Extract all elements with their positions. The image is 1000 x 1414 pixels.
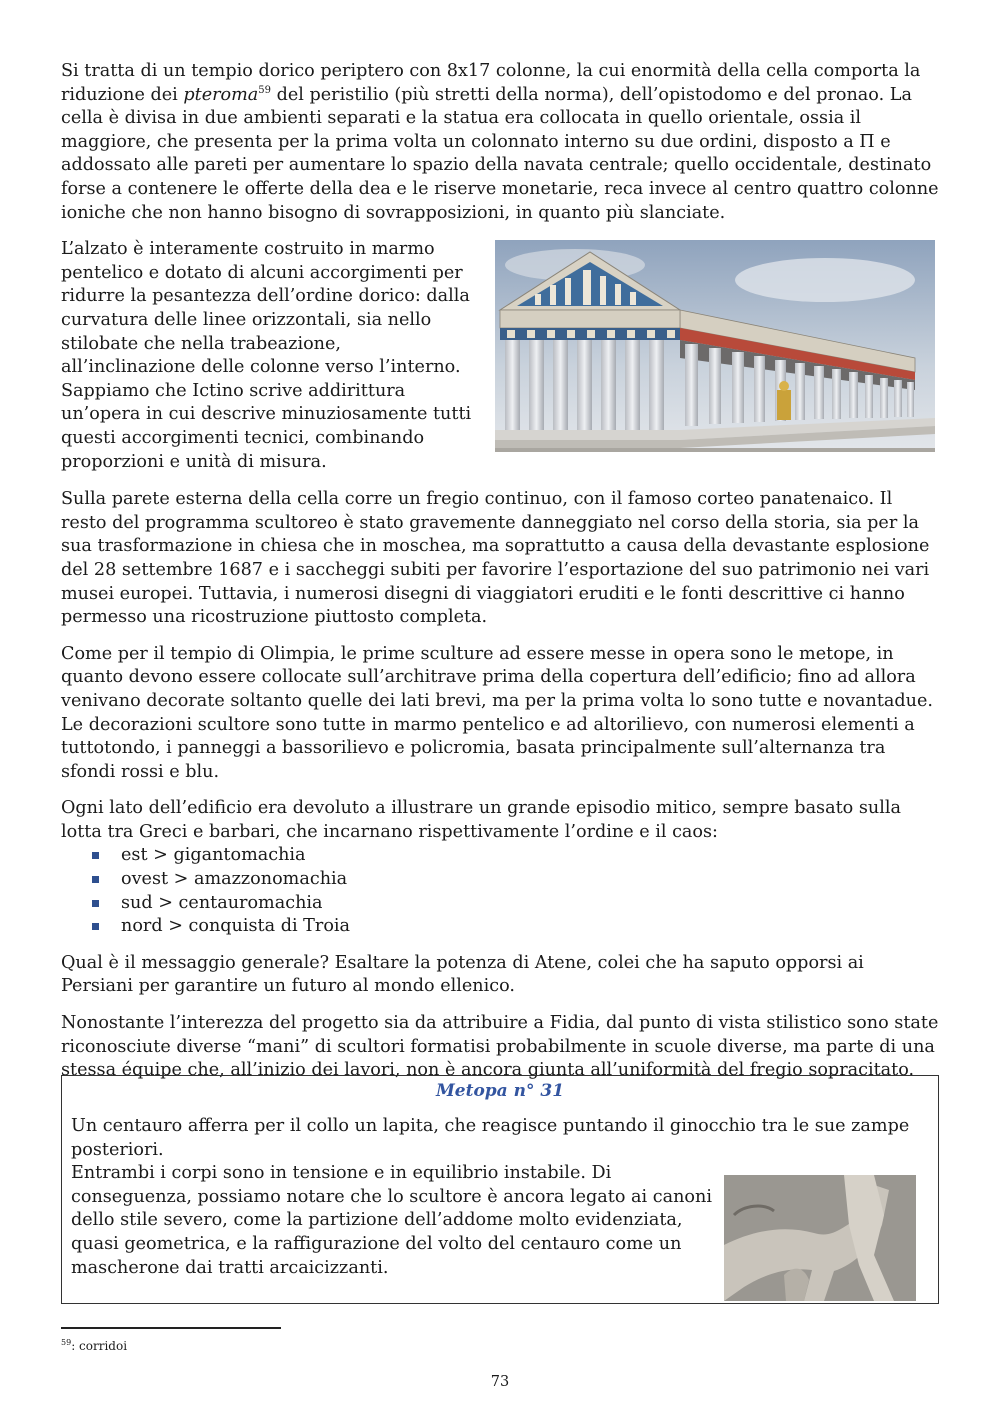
box-title: Metopa n° 31: [435, 1081, 565, 1101]
box-line-1: Un centauro afferra per il collo un lapita, che reagisce puntando il ginocchio tra le sue zampe posteriori.: [71, 1116, 910, 1160]
paragraph-alzato: L’alzato è interamente costruito in marmo pentelico e dotato di alcuni accorgimenti per ridurre la pesantezza dell’ordine dorico: dalla curvatura delle linee orizzontali, sia nello stilobate che nella trabeazione, all’inclinazione delle colonne verso l’interno. Sappiamo che Ictino scrive addirittura un’opera in cui descrive minuziosamente tutti questi accorgimenti tecnici, combinando proporzioni e unità di misura.: [61, 239, 472, 472]
list-item: ovest > amazzonomachia: [61, 868, 939, 892]
paragraph-cella: Si tratta di un tempio dorico periptero con 8x17 colonne, la cui enormità della cella comporta la riduzione dei pteroma$^{59}$ del peristilio (più stretti della norma), dell’opistodomo e del pronao. La cella è divisa in due ambienti separati e la statua era collocata in quello orientale, ossia il maggiore, che presenta per la prima volta un colonnato interno su due ordini, disposto a Π e addossato alle pareti per aumentare lo spazio della navata centrale; quello occidentale, destinato forse a contenere le offerte della dea e le riserve monetarie, reca invece al centro quattro colonne ioniche che non hanno bisogno di sovrapposizioni, in quanto più slanciate.: [61, 61, 939, 223]
square-bullet-icon: [92, 876, 99, 883]
metope-photo: [724, 1175, 916, 1301]
metope-drawing: [724, 1175, 916, 1301]
paragraph-metope: Come per il tempio di Olimpia, le prime sculture ad essere messe in opera sono le metope, in quanto devono essere collocate sull’architrave prima della copertura dell’edificio; fino ad allora venivano decorate soltanto quelle dei lati brevi, ma per la prima volta lo sono tutte e novantadue. Le decorazioni scultore sono tutte in marmo pentelico e ad altorilievo, con numerosi elementi a tuttotondo, i panneggi a bassorilievo e policromia, basata principalmente sull’alternanza tra sfondi rossi e blu.: [61, 643, 934, 782]
footnote-number: 59: [61, 1338, 72, 1347]
parthenon-drawing: [495, 240, 935, 452]
footnote: [61, 1335, 127, 1354]
paragraph-messaggio: Qual è il messaggio generale? Esaltare la potenza di Atene, colei che ha saputo opporsi ai Persiani per garantire un futuro al mondo ellenico.: [61, 952, 864, 997]
page-body: [61, 60, 939, 1083]
box-line-2: Entrambi i corpi sono in tensione e in equilibrio instabile. Di conseguenza, possiamo notare che lo scultore è ancora legato ai canoni dello stile severo, come la partizione dell’addome molto evidenziata, quasi geometrica, e la raffigurazione del volto del centauro come un mascherone dai tratti arcaicizzanti.: [71, 1163, 712, 1278]
page-number: 73: [490, 1374, 510, 1390]
footnote-separator: [61, 1327, 281, 1329]
term-pteroma: pteroma: [183, 84, 259, 105]
square-bullet-icon: [92, 852, 99, 859]
footnote-text: : corridoi: [71, 1339, 128, 1353]
list-item: sud > centauromachia: [61, 892, 939, 916]
metope-box: [61, 1075, 939, 1304]
list-item: est > gigantomachia: [61, 844, 939, 868]
parthenon-reconstruction-image: [495, 240, 935, 452]
bullet-list: [61, 844, 939, 938]
square-bullet-icon: [92, 923, 99, 930]
paragraph-fidia: Nonostante l’interezza del progetto sia da attribuire a Fidia, dal punto di vista stilistico sono state riconosciute diverse “mani” di scultori formatisi probabilmente in scuole diverse, ma parte di una stessa équipe che, all’inizio dei lavori, non è ancora giunta all’uniformità del fregio sopracitato.: [61, 1013, 939, 1081]
paragraph-lati: Ogni lato dell’edificio era devoluto a illustrare un grande episodio mitico, sempre basato sulla lotta tra Greci e barbari, che incarnano rispettivamente l’ordine e il caos:: [61, 798, 901, 842]
paragraph-fregio: Sulla parete esterna della cella corre un fregio continuo, con il famoso corteo panatenaico. Il resto del programma scultoreo è stato gravemente danneggiato nel corso della storia, sia per la sua trasformazione in chiesa che in moschea, ma soprattutto a causa della devastante esplosione del 28 settembre 1687 e i saccheggi subiti per favorire l’esportazione del suo patrimonio nei vari musei europei. Tuttavia, i numerosi disegni di viaggiatori eruditi e le fonti descrittive ci hanno permesso una ricostruzione piuttosto completa.: [61, 489, 930, 628]
square-bullet-icon: [92, 900, 99, 907]
list-item: nord > conquista di Troia: [61, 915, 939, 939]
footnote-ref[interactable]: 59: [258, 84, 272, 96]
